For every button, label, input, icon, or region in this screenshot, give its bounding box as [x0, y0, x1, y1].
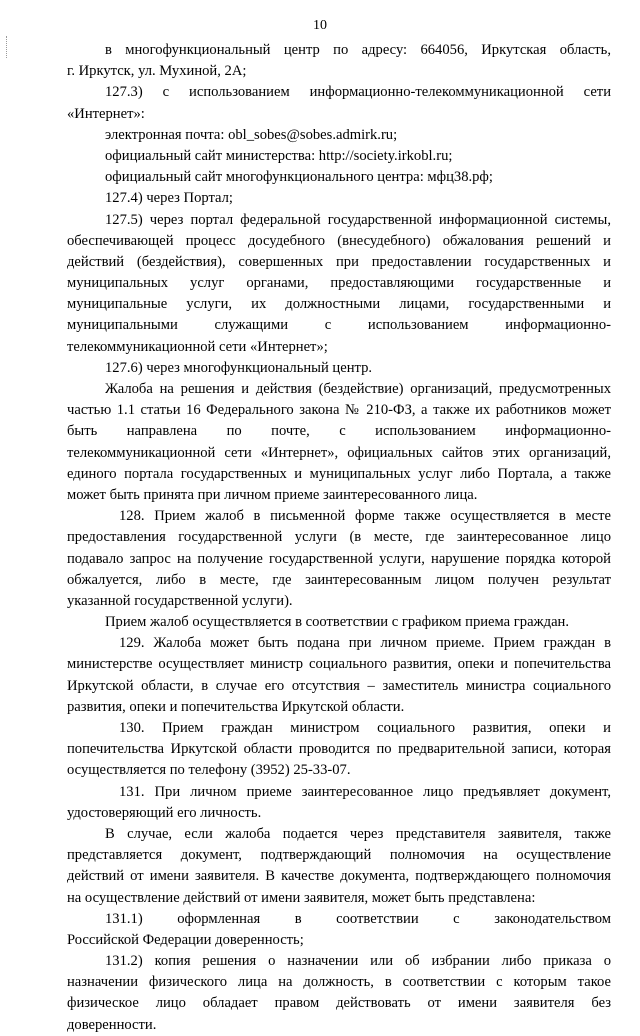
text-line: официальный сайт министерства: http://society.irkobl.ru;: [105, 147, 453, 164]
document-text: [67, 40, 611, 1036]
text-line: предоставления государственной услуги (в месте, где заинтересованное лицо: [67, 529, 611, 546]
text-line: представляется документ, подтверждающий полномочия на осуществление: [67, 847, 611, 864]
text-line: попечительства Иркутской области проводится по предварительной записи, которая: [67, 741, 611, 758]
text-line: муниципальных услуг органами, предоставляющими государственные и: [67, 275, 611, 292]
text-line: в многофункциональный центр по адресу: 664056, Иркутская область,: [105, 42, 611, 58]
text-line: телекоммуникационной сети «Интернет»;: [67, 338, 328, 355]
page-number: 10: [313, 18, 327, 33]
text-line: официальный сайт многофункционального центра: мфц38.рф;: [105, 169, 493, 186]
text-line: удостоверяющий его личность.: [67, 804, 262, 821]
text-line: на осуществление действий от имени заявителя, может быть представлена:: [67, 889, 536, 906]
text-line: 130. Прием граждан министром социального развития, опеки и: [119, 720, 611, 736]
text-line: указанной государственной услуги).: [67, 592, 293, 609]
text-line: 131. При личном приеме заинтересованное лицо предъявляет документ,: [119, 783, 611, 800]
text-line: действий от имени заявителя. В качестве документа, подтверждающего полномочия: [67, 868, 611, 885]
text-line: обжалуется, либо в месте, где заинтересованным лицом получен результат: [67, 571, 611, 588]
text-line: Прием жалоб осуществляется в соответствии с графиком приема граждан.: [105, 614, 569, 631]
text-line: 127.3) с использованием информационно-телекоммуникационной сети: [105, 84, 611, 101]
text-line: «Интернет»:: [67, 105, 145, 122]
text-line: обеспечивающей процесс досудебного (внесудебного) обжалования решений и: [67, 232, 611, 249]
text-line: 131.1) оформленная в соответствии с законодательством: [105, 910, 611, 927]
text-line: министерстве осуществляет министр социального развития, опеки и попечительства: [67, 656, 611, 673]
text-line: 127.5) через портал федеральной государственной информационной системы,: [105, 211, 611, 228]
text-line: 131.2) копия решения о назначении или об избрании либо приказа о: [105, 953, 611, 970]
text-line: электронная почта: obl_sobes@sobes.admirk.ru;: [105, 126, 398, 143]
text-line: Российской Федерации доверенность;: [67, 931, 304, 948]
text-line: Жалоба на решения и действия (бездействие) организаций, предусмотренных: [105, 381, 611, 397]
text-line: муниципальными служащими с использованием информационно-: [67, 317, 611, 334]
text-line: 129. Жалоба может быть подана при личном приеме. Прием граждан в: [119, 635, 611, 652]
text-line: телекоммуникационной сети «Интернет», официальных сайтов этих организаций,: [67, 444, 611, 461]
text-line: осуществляется по телефону (3952) 25-33-07.: [67, 762, 351, 779]
text-line: быть направлена по почте, с использованием информационно-: [67, 423, 611, 440]
text-line: частью 1.1 статьи 16 Федерального закона № 210-ФЗ, а также их работников может: [67, 402, 611, 419]
text-line: 127.6) через многофункциональный центр.: [105, 359, 373, 376]
text-line: подавало запрос на получение государственной услуги, нарушение порядка которой: [67, 550, 611, 567]
text-line: В случае, если жалоба подается через представителя заявителя, также: [105, 825, 611, 842]
margin-mark: [6, 36, 9, 58]
text-line: развития, опеки и попечительства Иркутской области.: [67, 698, 405, 715]
text-line: муниципальные услуги, их должностными лицами, государственными и: [67, 296, 611, 313]
text-line: Иркутской области, в случае его отсутствия – заместитель министра социального: [67, 677, 611, 694]
text-line: может быть принята при личном приеме заинтересованного лица.: [67, 486, 478, 503]
text-line: 128. Прием жалоб в письменной форме также осуществляется в месте: [119, 508, 611, 525]
text-line: назначении физического лица на должность, в соответствии с которым такое: [67, 974, 611, 991]
text-line: г. Иркутск, ул. Мухиной, 2А;: [67, 63, 247, 80]
text-line: единого портала государственных и муниципальных услуг либо Портала, а также: [67, 465, 611, 482]
text-line: 127.4) через Портал;: [105, 190, 233, 207]
text-line: физическое лицо обладает правом действовать от имени заявителя без: [67, 995, 611, 1012]
text-line: действий (бездействия), совершенных при предоставлении государственных и: [67, 253, 611, 270]
text-line: доверенности.: [67, 1016, 157, 1033]
